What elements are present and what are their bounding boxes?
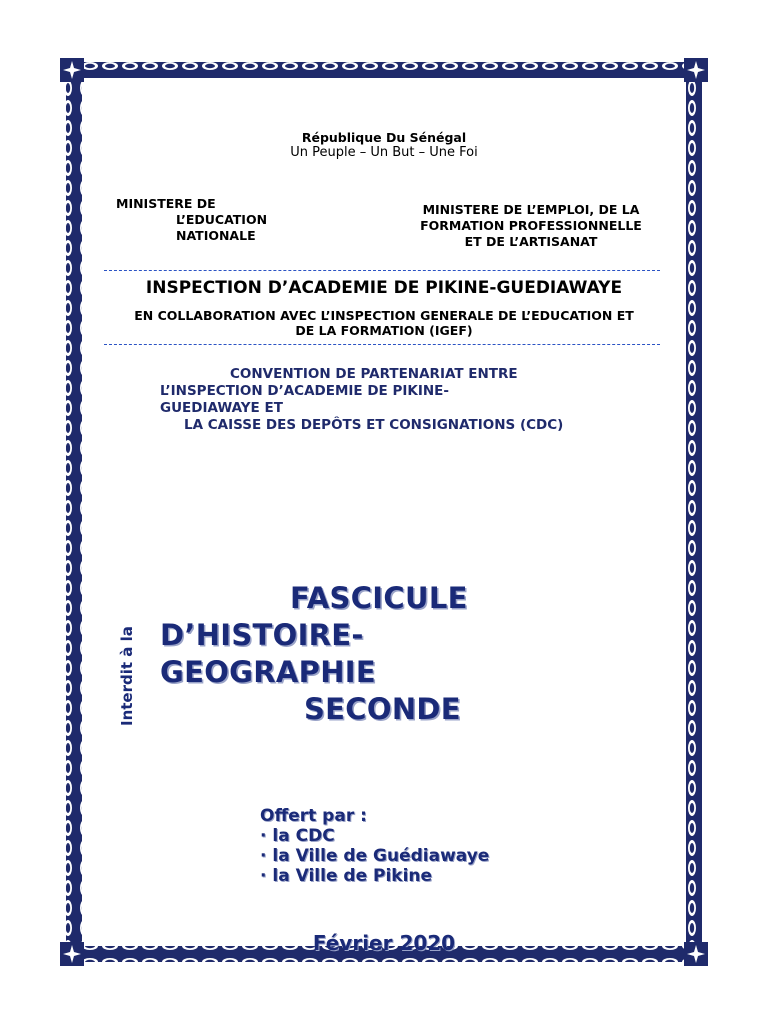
ministry-education-line: L’EDUCATION (176, 212, 268, 227)
offered-label: Offert par : (260, 806, 367, 826)
main-title-line: FASCICULE (290, 581, 468, 615)
offered-by (260, 806, 489, 886)
ministry-employment-line: MINISTERE DE L’EMPLOI, DE LA (422, 202, 640, 217)
offered-item: · la CDC (260, 826, 335, 846)
offered-item: · la Ville de Pikine (260, 866, 433, 886)
offered-item-text: la Ville de Pikine (272, 866, 433, 886)
convention-block (150, 366, 640, 434)
main-title-line: D’HISTOIRE- (160, 618, 364, 652)
dashed-divider-top (104, 270, 660, 271)
dashed-divider-bottom (104, 344, 660, 345)
ministry-employment-line: FORMATION PROFESSIONNELLE (420, 218, 642, 233)
collaboration-line: EN COLLABORATION AVEC L’INSPECTION GENERALE DE L’EDUCATION ET (134, 308, 634, 323)
offered-item: · la Ville de Guédiawaye (260, 846, 490, 866)
inspection-title: INSPECTION D’ACADEMIE DE PIKINE-GUEDIAWAYE (145, 278, 623, 298)
offered-item-text: la CDC (272, 826, 335, 846)
collaboration-line: DE LA FORMATION (IGEF) (295, 323, 473, 338)
national-motto: Un Peuple – Un But – Une Foi (290, 145, 478, 160)
convention-line: L’INSPECTION D’ACADEMIE DE PIKINE- (160, 383, 449, 399)
main-title (160, 580, 560, 728)
publication-date: Février 2020 (312, 931, 456, 953)
ministry-education (116, 196, 267, 244)
ministry-employment (396, 202, 666, 250)
convention-line: LA CAISSE DES DEPÔTS ET CONSIGNATIONS (CDC) (184, 417, 564, 433)
convention-line: CONVENTION DE PARTENARIAT ENTRE (230, 366, 518, 382)
republic-name: République Du Sénégal (301, 130, 467, 145)
convention-line: GUEDIAWAYE ET (160, 400, 283, 416)
vertical-note (102, 612, 142, 732)
collaboration-note (84, 308, 684, 338)
ministry-employment-line: ET DE L’ARTISANAT (464, 234, 598, 249)
main-title-line: SECONDE (304, 692, 461, 726)
main-title-line: GEOGRAPHIE (160, 655, 376, 689)
offered-item-text: la Ville de Guédiawaye (272, 846, 490, 866)
vertical-note-text: Interdit à la (118, 626, 136, 726)
ministry-education-line: MINISTERE DE (116, 196, 216, 211)
date-wrapper (234, 931, 534, 953)
ministry-education-line: NATIONALE (176, 228, 256, 243)
